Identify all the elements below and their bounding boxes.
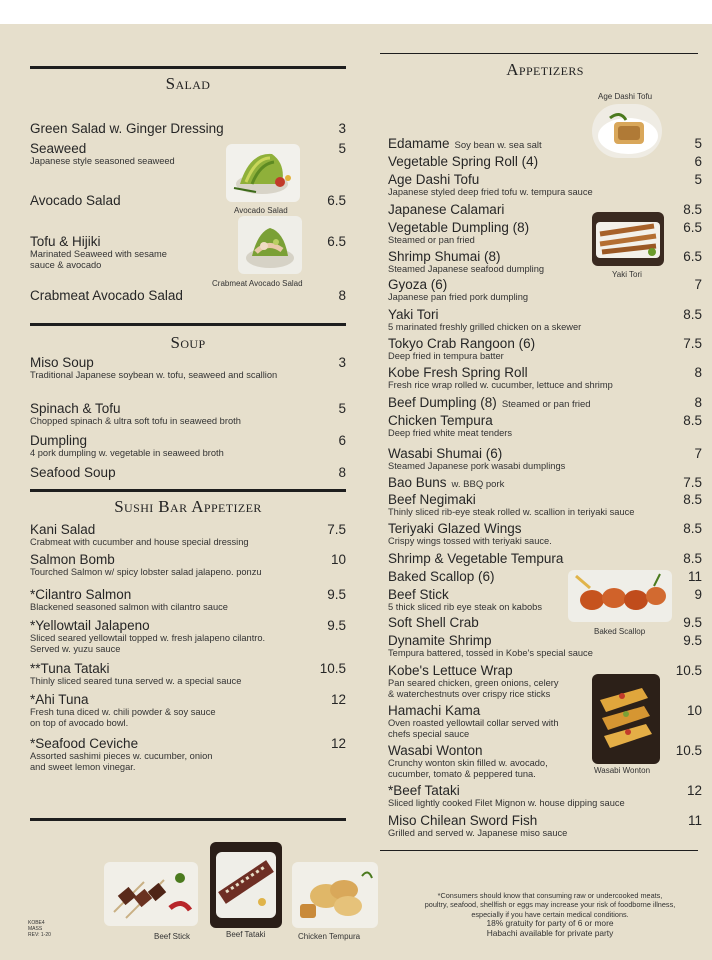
- menu-item-description: 4 pork dumpling w. vegetable in seaweed broth: [30, 448, 224, 458]
- menu-item-name-text: Seafood Soup: [30, 465, 116, 480]
- menu-item-description: Crunchy wonton skin filled w. avocado,: [388, 758, 548, 768]
- menu-item: [388, 663, 559, 700]
- menu-item: [388, 569, 495, 584]
- menu-item-name-text: Avocado Salad: [30, 193, 121, 208]
- menu-code-line: MASS: [28, 926, 43, 932]
- menu-item-name-text: *Yellowtail Jalapeno: [30, 618, 150, 633]
- menu-item-name: [30, 661, 241, 676]
- menu-item-description: Crabmeat with cucumber and house special dressing: [30, 537, 249, 547]
- menu-item-name: [388, 307, 581, 322]
- menu-item: [388, 336, 535, 362]
- crabmeat-avocado-salad-caption: Crabmeat Avocado Salad: [212, 279, 303, 288]
- menu-item-name: [388, 413, 512, 428]
- menu-item-name-text: Beef Negimaki: [388, 492, 476, 507]
- menu-item-price: 7.5: [683, 336, 702, 351]
- menu-item-price: 5: [694, 136, 702, 151]
- menu-item-name-text: Tokyo Crab Rangoon (6): [388, 336, 536, 351]
- menu-item-description: Japanese styled deep fried tofu w. tempura sauce: [388, 187, 593, 197]
- menu-item-description: Deep fried in tempura batter: [388, 351, 504, 361]
- baked-scallop-caption: Baked Scallop: [594, 627, 646, 636]
- menu-item-description: Assorted sashimi pieces w. cucumber, onion: [30, 751, 213, 761]
- menu-item: [30, 465, 116, 480]
- menu-item: [388, 446, 565, 472]
- menu-item-price: 8: [694, 395, 702, 410]
- menu-item: [388, 172, 593, 198]
- menu-item-name: [30, 433, 224, 448]
- yaki-tori-caption: Yaki Tori: [612, 270, 642, 279]
- menu-item-price: 8.5: [683, 551, 702, 566]
- wasabi-wonton-caption: Wasabi Wonton: [594, 766, 651, 775]
- menu-item: [388, 783, 625, 809]
- private-party-line: Habachi available for private party: [486, 927, 614, 938]
- menu-item-description: Crispy wings tossed with teriyaki sauce.: [388, 536, 552, 546]
- menu-item-price: 8.5: [683, 521, 702, 536]
- menu-item: [30, 121, 224, 136]
- menu-item-name: [30, 692, 216, 707]
- menu-item-name-text: *Cilantro Salmon: [30, 587, 132, 602]
- menu-item-name: [388, 615, 479, 630]
- menu-item-description: Blackened seasoned salmon with cilantro sauce: [30, 602, 228, 612]
- menu-item-inline-note: Soy bean w. sea salt: [454, 140, 542, 151]
- menu-item: [30, 401, 241, 427]
- menu-item-description: Steamed Japanese seafood dumpling: [388, 264, 545, 274]
- menu-item-inline-note: Steamed or pan fried: [501, 399, 591, 410]
- menu-item-name-text: Edamame: [388, 136, 450, 151]
- menu-item-name: [388, 813, 567, 828]
- menu-item-price: 8.5: [683, 307, 702, 322]
- menu-item-name: [388, 569, 495, 584]
- menu-item-name-text: Vegetable Spring Roll (4): [388, 154, 539, 169]
- menu-item-price: 5: [338, 141, 346, 156]
- menu-item-price: 9.5: [327, 618, 346, 633]
- menu-item-name: [388, 154, 538, 169]
- menu-item-name-text: Dynamite Shrimp: [388, 633, 492, 648]
- menu-item-description: Sliced lightly cooked Filet Mignon w. house dipping sauce: [388, 798, 625, 808]
- menu-item-price: 8: [338, 288, 346, 303]
- menu-item-name-text: Seaweed: [30, 141, 87, 156]
- menu-item-description: Chopped spinach & ultra soft tofu in seaweed broth: [30, 416, 241, 426]
- menu-item-price: 10.5: [319, 661, 346, 676]
- menu-item-name: [30, 401, 241, 416]
- menu-item: [388, 703, 559, 740]
- menu-item: [30, 522, 249, 548]
- menu-item-description: & waterchestnuts over crispy rice sticks: [388, 689, 551, 699]
- menu-item-name-text: Miso Chilean Sword Fish: [388, 813, 538, 828]
- menu-item-name: [388, 703, 559, 718]
- menu-item-price: 10.5: [675, 663, 702, 678]
- menu-item-name-text: Age Dashi Tofu: [388, 172, 480, 187]
- menu-item-name-text: Shrimp Shumai (8): [388, 249, 501, 264]
- menu-item-name: [388, 172, 593, 187]
- menu-item-name-text: Gyoza (6): [388, 277, 448, 292]
- menu-item-name: [388, 492, 634, 507]
- footer-line: especially if you have certain medical conditions.: [471, 909, 629, 919]
- menu-item: [388, 136, 542, 151]
- menu-item-description: Thinly sliced rib-eye steak rolled w. scallion in teriyaki sauce: [388, 507, 635, 517]
- menu-item-price: 9.5: [683, 633, 702, 648]
- soup-heading: Soup: [170, 333, 206, 352]
- menu-item-description: Japanese style seasoned seaweed: [30, 156, 175, 166]
- menu-item-name: [388, 663, 559, 678]
- menu-item-name-text: *Ahi Tuna: [30, 692, 89, 707]
- menu-item-price: 6: [338, 433, 346, 448]
- menu-item-name: [30, 618, 265, 633]
- menu-item-name-text: *Beef Tataki: [388, 783, 460, 798]
- menu-item-price: 10: [330, 552, 346, 567]
- chicken-tempura-photo: [292, 862, 378, 928]
- menu-item-name-text: *Seafood Ceviche: [30, 736, 139, 751]
- left-bottom-rule: [30, 818, 346, 821]
- menu-code-line: REV: 1-20: [28, 932, 51, 938]
- menu-item-name-text: Japanese Calamari: [388, 202, 505, 217]
- avocado-salad-photo: [226, 144, 300, 202]
- menu-item: [388, 551, 563, 566]
- menu-item-name: [30, 552, 262, 567]
- menu-item-name: [388, 783, 625, 798]
- menu-item: [388, 587, 542, 613]
- menu-item: [388, 413, 512, 439]
- menu-item-name-text: Spinach & Tofu: [30, 401, 121, 416]
- menu-item: [30, 736, 212, 773]
- menu-item: [388, 492, 634, 518]
- menu-item-price: 7: [694, 446, 702, 461]
- menu-item-price: 10.5: [675, 743, 702, 758]
- food-safety-notice: [400, 891, 700, 938]
- menu-item-name-text: Shrimp & Vegetable Tempura: [388, 551, 564, 566]
- menu-item-name: [30, 522, 249, 537]
- menu-item-description: on top of avocado bowl.: [30, 718, 129, 728]
- menu-item: [30, 141, 175, 167]
- menu-item-price: 8: [338, 465, 346, 480]
- menu-item-description: Served w. yuzu sauce: [30, 644, 121, 654]
- sushi-bar-heading: Sushi Bar Appetizer: [114, 497, 262, 516]
- menu-item-price: 7.5: [683, 475, 702, 490]
- menu-item-description: 5 marinated freshly grilled chicken on a skewer: [388, 322, 582, 332]
- menu-item-name-text: Green Salad w. Ginger Dressing: [30, 121, 224, 136]
- menu-item-name: [388, 365, 613, 380]
- menu-item: [388, 813, 567, 839]
- salad-heading: Salad: [165, 74, 211, 93]
- menu-item-price: 12: [330, 692, 346, 707]
- menu-item-name: [388, 136, 542, 151]
- menu-item-description: chefs special sauce: [388, 729, 470, 739]
- menu-item-price: 6.5: [327, 234, 346, 249]
- menu-item-description: Sliced seared yellowtail topped w. fresh jalapeno cilantro.: [30, 633, 266, 643]
- menu-item-price: 8.5: [683, 413, 702, 428]
- footer-line: *Consumers should know that consuming raw or undercooked meats,: [437, 891, 663, 900]
- menu-item-name: [30, 465, 116, 480]
- menu-item: [388, 633, 593, 659]
- menu-item-name: [388, 249, 544, 264]
- menu-item-price: 9.5: [327, 587, 346, 602]
- chicken-tempura-caption: Chicken Tempura: [298, 932, 361, 941]
- menu-item-name: [30, 234, 167, 249]
- menu-item-price: 6.5: [327, 193, 346, 208]
- age-dashi-tofu-caption: Age Dashi Tofu: [598, 92, 653, 101]
- menu-item-name: [30, 193, 121, 208]
- menu-item-name: [388, 446, 565, 461]
- menu-item-description: Fresh tuna diced w. chili powder & soy sauce: [30, 707, 216, 717]
- menu-item-name: [388, 277, 528, 292]
- menu-item-description: Grilled and served w. Japanese miso sauce: [388, 828, 568, 838]
- crabmeat-avocado-salad-photo: [238, 216, 302, 274]
- menu-item-price: 8: [694, 365, 702, 380]
- menu-item-name-text: Kobe Fresh Spring Roll: [388, 365, 528, 380]
- menu-item-price: 9.5: [683, 615, 702, 630]
- menu-item: [388, 395, 591, 410]
- menu-item-description: Steamed or pan fried: [388, 235, 475, 245]
- menu-item-description: Thinly sliced seared tuna served w. a special sauce: [30, 676, 242, 686]
- menu-item-price: 6: [694, 154, 702, 169]
- menu-item-description: and sweet lemon vinegar.: [30, 762, 136, 772]
- menu-item-description: sauce & avocado: [30, 260, 102, 270]
- footer-line: poultry, seafood, shellfish or eggs may increase your risk of foodborne illness,: [424, 900, 676, 910]
- menu-item-price: 12: [330, 736, 346, 751]
- menu-item-price: 6.5: [683, 220, 702, 235]
- menu-code-line: KOBE4: [28, 920, 45, 926]
- menu-item-price: 12: [686, 783, 702, 798]
- menu-item: [388, 277, 528, 303]
- avocado-salad-caption: Avocado Salad: [234, 206, 288, 215]
- menu-item: [388, 154, 538, 169]
- menu-item-name: [388, 475, 504, 490]
- menu-item-name-text: Salmon Bomb: [30, 552, 115, 567]
- menu-item-name: [30, 355, 277, 370]
- menu-item-inline-note: w. BBQ pork: [451, 479, 505, 490]
- menu-item-description: Marinated Seaweed with sesame: [30, 249, 167, 259]
- window-top-strip: [0, 0, 712, 24]
- menu-item-price: 5: [694, 172, 702, 187]
- menu-item-name-text: Wasabi Shumai (6): [388, 446, 503, 461]
- menu-item-price: 11: [687, 569, 702, 584]
- menu-code: [28, 920, 51, 938]
- menu-item: [30, 618, 265, 655]
- menu-item: [30, 234, 167, 271]
- menu-item-name: [30, 141, 175, 156]
- menu-item: [388, 202, 504, 217]
- menu-item-name-text: Teriyaki Glazed Wings: [388, 521, 522, 536]
- menu-item-name-text: Wasabi Wonton: [388, 743, 483, 758]
- menu-item-name-text: Miso Soup: [30, 355, 94, 370]
- menu-item-description: Tourched Salmon w/ spicy lobster salad jalapeno. ponzu: [30, 567, 262, 577]
- menu-item: [30, 692, 216, 729]
- menu-item-name-text: Tofu & Hijiki: [30, 234, 101, 249]
- menu-item-name-text: Vegetable Dumpling (8): [388, 220, 530, 235]
- menu-item: [388, 743, 548, 780]
- menu-item: [30, 288, 183, 303]
- menu-item-name: [388, 521, 552, 536]
- menu-item: [388, 365, 613, 391]
- menu-item-price: 10: [686, 703, 702, 718]
- menu-item-name-text: Beef Dumpling (8): [388, 395, 497, 410]
- menu-item-description: Steamed Japanese pork wasabi dumplings: [388, 461, 566, 471]
- menu-item: [388, 220, 529, 246]
- menu-item: [30, 552, 262, 578]
- menu-item-description: Fresh rice wrap rolled w. cucumber, lettuce and shrimp: [388, 380, 613, 390]
- appetizers-top-rule: [380, 53, 698, 54]
- beef-tataki-caption: Beef Tataki: [226, 930, 266, 939]
- menu-item: [388, 249, 544, 275]
- menu-item: [30, 355, 277, 381]
- beef-stick-photo: [104, 862, 198, 926]
- beef-stick-caption: Beef Stick: [154, 932, 191, 941]
- menu-item-name-text: Soft Shell Crab: [388, 615, 479, 630]
- menu-item-name: [30, 121, 224, 136]
- menu-item-description: Tempura battered, tossed in Kobe's special sauce: [388, 648, 593, 658]
- menu-item-name: [388, 202, 504, 217]
- menu-item-name: [388, 336, 535, 351]
- menu-item-name: [30, 288, 183, 303]
- menu-item: [388, 615, 479, 630]
- menu-item-name: [388, 395, 591, 410]
- menu-item-description: 5 thick sliced rib eye steak on kabobs: [388, 602, 542, 612]
- menu-item-name-text: Beef Stick: [388, 587, 449, 602]
- appetizers-heading: Appetizers: [506, 60, 584, 79]
- menu-item-name-text: Baked Scallop (6): [388, 569, 495, 584]
- menu-item: [388, 521, 552, 547]
- menu-item-name: [30, 587, 228, 602]
- menu-item-name: [388, 220, 529, 235]
- gratuity-line: 18% gratuity for party of 6 or more: [486, 918, 614, 929]
- menu-item-price: 3: [338, 121, 346, 136]
- menu-item-description: Oven roasted yellowtail collar served with: [388, 718, 559, 728]
- menu-item: [30, 661, 241, 687]
- salad-top-rule: [30, 66, 346, 69]
- menu-item-name-text: Chicken Tempura: [388, 413, 493, 428]
- menu-item-price: 9: [694, 587, 702, 602]
- menu-item: [388, 307, 581, 333]
- soup-top-rule: [30, 323, 346, 326]
- menu-item: [30, 433, 224, 459]
- sushi-bar-top-rule: [30, 489, 346, 492]
- menu-item-description: Traditional Japanese soybean w. tofu, seaweed and scallion: [30, 370, 278, 380]
- beef-tataki-photo: [210, 842, 282, 928]
- menu-item: [388, 475, 504, 490]
- menu-item-name-text: **Tuna Tataki: [30, 661, 110, 676]
- menu-item-description: Japanese pan fried pork dumpling: [388, 292, 529, 302]
- menu-item-description: Deep fried white meat tenders: [388, 428, 513, 438]
- menu-item-name-text: Hamachi Kama: [388, 703, 481, 718]
- menu-item-price: 7: [694, 277, 702, 292]
- menu-item-name: [388, 743, 548, 758]
- menu-item-price: 8.5: [683, 492, 702, 507]
- menu-item-price: 8.5: [683, 202, 702, 217]
- menu-item-name-text: Bao Buns: [388, 475, 447, 490]
- menu-item-name: [30, 736, 212, 751]
- menu-item-description: Pan seared chicken, green onions, celery: [388, 678, 559, 688]
- appetizers-bottom-rule: [380, 850, 698, 851]
- menu-item: [30, 193, 121, 208]
- menu-item-name: [388, 587, 542, 602]
- menu-item-name-text: Kani Salad: [30, 522, 96, 537]
- menu-item-price: 6.5: [683, 249, 702, 264]
- menu-item-price: 11: [687, 813, 702, 828]
- menu-item-name-text: Crabmeat Avocado Salad: [30, 288, 183, 303]
- menu-item-description: cucumber, tomato & peppered tuna.: [388, 769, 536, 779]
- menu-item-name: [388, 633, 593, 648]
- menu-item-name: [388, 551, 563, 566]
- menu-item-price: 5: [338, 401, 346, 416]
- menu-item-name-text: Kobe's Lettuce Wrap: [388, 663, 513, 678]
- menu-item-price: 3: [338, 355, 346, 370]
- menu-item-name-text: Dumpling: [30, 433, 88, 448]
- menu-item-price: 7.5: [327, 522, 346, 537]
- menu-item: [30, 587, 228, 613]
- menu-item-name-text: Yaki Tori: [388, 307, 439, 322]
